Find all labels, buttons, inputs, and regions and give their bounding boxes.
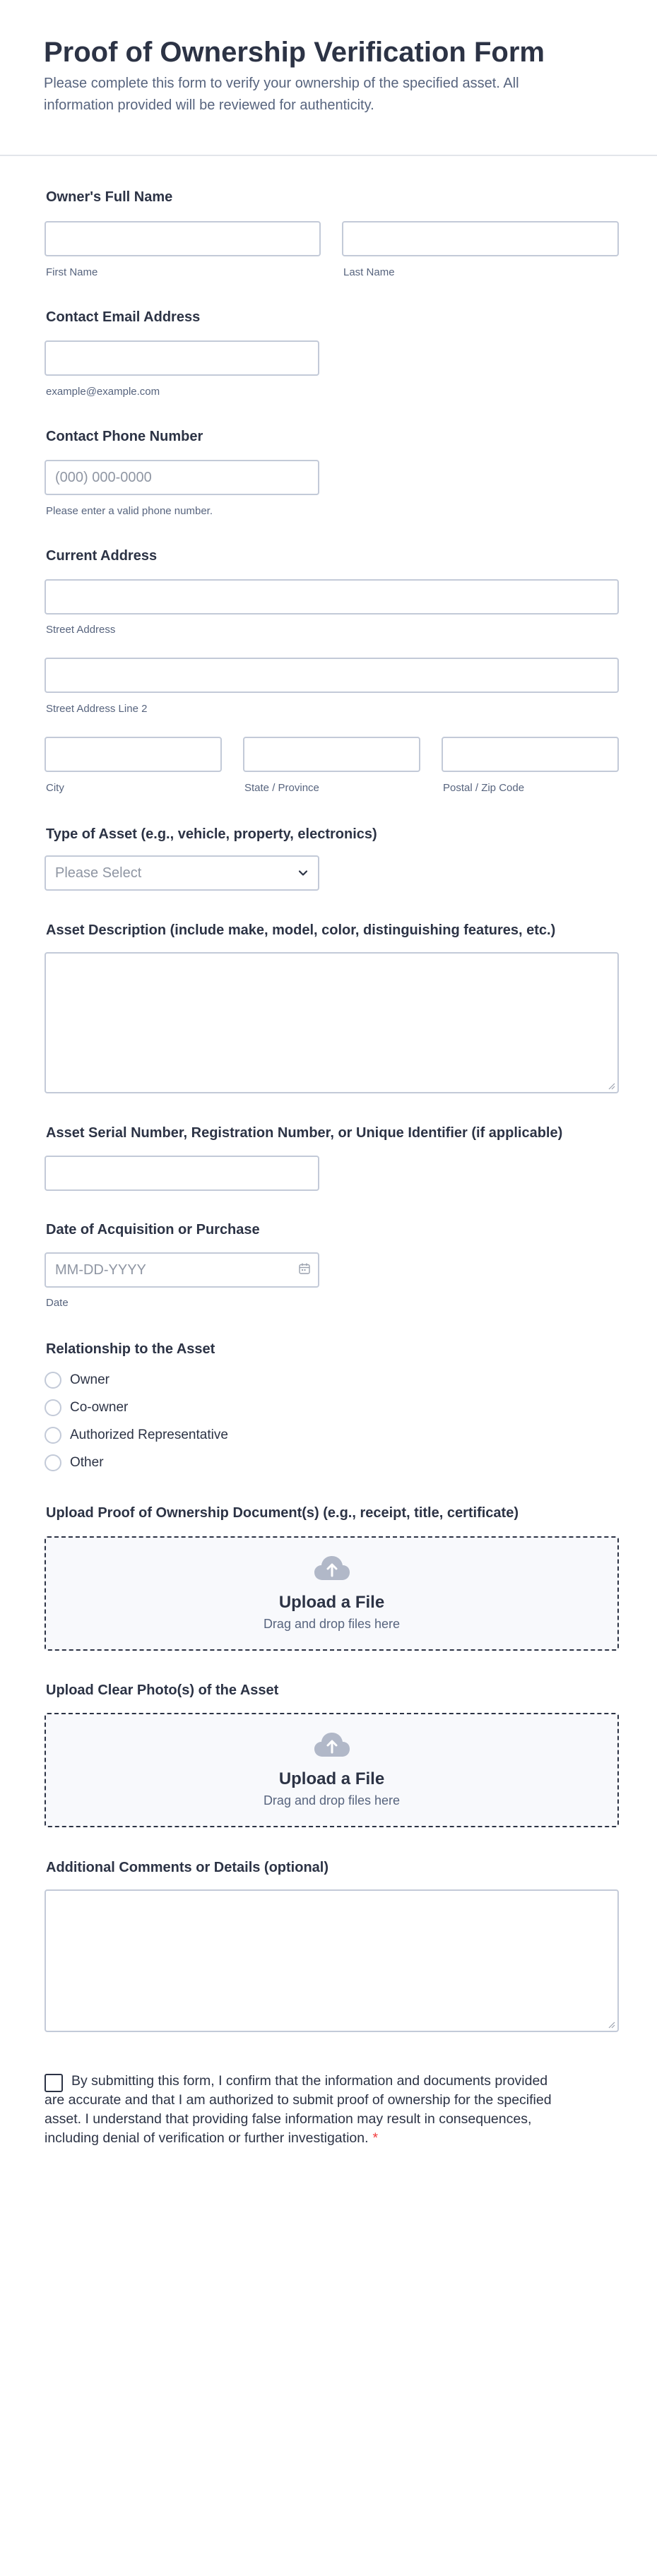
phone-sublabel: Please enter a valid phone number. xyxy=(46,505,213,517)
email-label: Contact Email Address xyxy=(46,309,201,325)
upload-subtitle: Drag and drop files here xyxy=(263,1617,401,1631)
resize-grip-icon[interactable] xyxy=(607,2020,615,2029)
upload-photos-label: Upload Clear Photo(s) of the Asset xyxy=(46,1682,279,1698)
state-input[interactable] xyxy=(243,737,420,772)
email-field[interactable] xyxy=(45,340,319,376)
relationship-label: Relationship to the Asset xyxy=(46,1341,215,1357)
upload-documents-dropzone[interactable] xyxy=(45,1536,619,1651)
serial-number-label: Asset Serial Number, Registration Number, or Unique Identifier (if applicable) xyxy=(46,1125,563,1141)
upload-subtitle: Drag and drop files here xyxy=(263,1793,401,1808)
acquisition-date-input[interactable] xyxy=(45,1252,319,1288)
upload-documents-label: Upload Proof of Ownership Document(s) (e.g., receipt, title, certificate) xyxy=(46,1505,519,1521)
comments-label: Additional Comments or Details (optional) xyxy=(46,1860,329,1875)
asset-type-selected: Please Select xyxy=(55,865,142,881)
phone-label: Contact Phone Number xyxy=(46,429,203,444)
city-sublabel: City xyxy=(46,782,64,794)
street-address-input[interactable] xyxy=(45,579,619,615)
radio-circle[interactable] xyxy=(45,1399,61,1416)
upload-photos-dropzone[interactable] xyxy=(45,1713,619,1827)
resize-grip-icon[interactable] xyxy=(607,1081,615,1090)
asset-description-label: Asset Description (include make, model, color, distinguishing features, etc.) xyxy=(46,922,556,938)
date-sublabel: Date xyxy=(46,1297,69,1309)
street-address-sublabel: Street Address xyxy=(46,624,116,636)
radio-label: Owner xyxy=(70,1372,110,1387)
radio-circle[interactable] xyxy=(45,1427,61,1444)
radio-circle[interactable] xyxy=(45,1372,61,1389)
cloud-upload-icon xyxy=(314,1731,350,1758)
radio-label: Co-owner xyxy=(70,1400,129,1415)
acquisition-date-label: Date of Acquisition or Purchase xyxy=(46,1222,260,1237)
first-name-sublabel: First Name xyxy=(46,266,98,278)
serial-number-input[interactable] xyxy=(45,1156,319,1191)
upload-title: Upload a File xyxy=(278,1593,385,1612)
cloud-upload-icon xyxy=(314,1555,350,1581)
upload-title: Upload a File xyxy=(278,1769,385,1788)
phone-input[interactable] xyxy=(45,460,319,495)
consent-text: By submitting this form, I confirm that the information and documents provided are accurate and that I am authorized to submit proof of ownership for the specified asset. I understand that providing false information may result in consequences, including denial of verification or further investigation. xyxy=(45,2073,552,2146)
form-title: Proof of Ownership Verification Form xyxy=(44,37,545,68)
street-address-line2-input[interactable] xyxy=(45,658,619,693)
comments-textarea[interactable] xyxy=(45,1889,619,2032)
address-label: Current Address xyxy=(46,548,158,564)
chevron-down-icon xyxy=(297,867,309,879)
required-asterisk: * xyxy=(372,2130,379,2146)
zip-sublabel: Postal / Zip Code xyxy=(443,782,525,794)
radio-circle[interactable] xyxy=(45,1454,61,1471)
calendar-icon[interactable] xyxy=(298,1262,311,1275)
asset-type-label: Type of Asset (e.g., vehicle, property, electronics) xyxy=(46,826,377,842)
last-name-input[interactable] xyxy=(342,221,619,256)
zip-input[interactable] xyxy=(442,737,619,772)
consent-text-block xyxy=(45,2072,560,2148)
form-header xyxy=(0,0,657,156)
state-sublabel: State / Province xyxy=(244,782,319,794)
radio-label: Other xyxy=(70,1455,104,1470)
last-name-sublabel: Last Name xyxy=(343,266,395,278)
asset-description-textarea[interactable] xyxy=(45,952,619,1093)
first-name-input[interactable] xyxy=(45,221,321,256)
street-address-line2-sublabel: Street Address Line 2 xyxy=(46,703,148,715)
date-field xyxy=(45,1252,319,1288)
radio-label: Authorized Representative xyxy=(70,1428,228,1442)
asset-type-select[interactable] xyxy=(45,855,319,891)
form-description: Please complete this form to verify your ownership of the specified asset. All information provided will be reviewed for authenticity. xyxy=(44,76,519,113)
full-name-label: Owner's Full Name xyxy=(46,189,173,205)
email-sublabel: example@example.com xyxy=(46,386,160,398)
city-input[interactable] xyxy=(45,737,222,772)
